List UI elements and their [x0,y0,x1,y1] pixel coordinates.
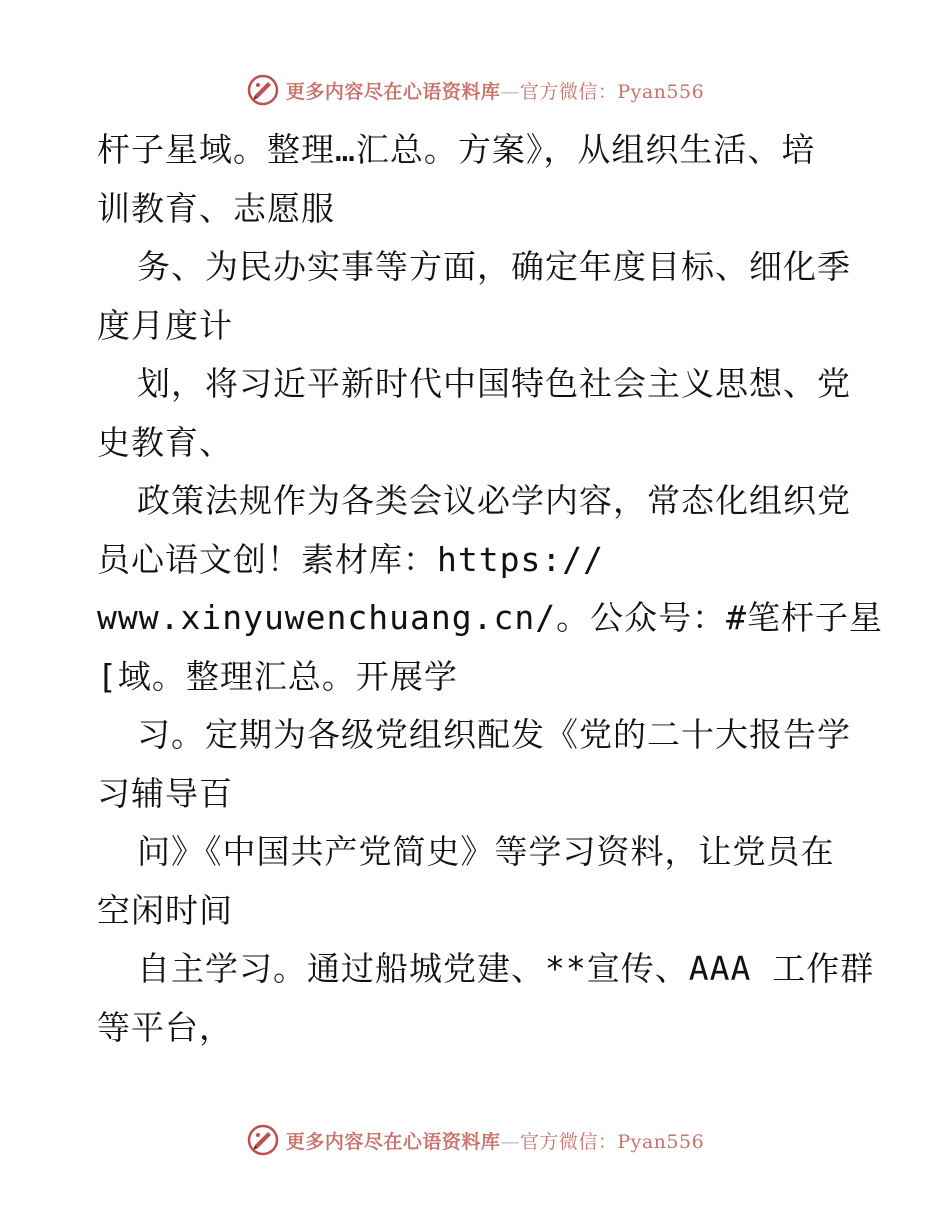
body-line: 政策法规作为各类会议必学内容，常态化组织党 [137,481,851,520]
body-line: 自主学习。通过船城党建、**宣传、AAA 工作群 [137,949,875,988]
body-line: [域。整理汇总。开展学 [97,656,458,696]
body-line: www.xinyuwenchuang.cn/。公众号：#笔杆子星 [97,598,883,637]
body-line: 习辅导百 [97,773,233,813]
body-line: 问》《中国共产党简史》等学习资料，让党员在 [137,832,835,871]
document-body [97,121,883,1057]
body-line: 务、为民办实事等方面，确定年度目标、细化季 [137,247,851,286]
body-line: 训教育、志愿服 [97,188,335,228]
header-banner-text: 更多内容尽在心语资料库—官方微信：Pyan556 [285,80,705,103]
body-line: 史教育、 [97,422,233,462]
footer-banner [0,1120,950,1160]
body-line: 等平台， [97,1007,233,1047]
body-line: 习。定期为各级党组织配发《党的二十大报告学 [137,715,851,754]
body-line: 度月度计 [97,305,233,345]
pen-logo-icon [246,73,280,107]
body-line: 划，将习近平新时代中国特色社会主义思想、党 [137,364,851,403]
body-line: 杆子星域。整理…汇总。方案》，从组织生活、培 [97,130,816,169]
body-line: 空闲时间 [97,890,233,930]
body-line: 员心语文创！素材库：https:// [97,539,604,579]
pen-logo-icon [246,1123,280,1157]
footer-banner-text: 更多内容尽在心语资料库—官方微信：Pyan556 [285,1130,705,1153]
header-banner [0,70,950,110]
